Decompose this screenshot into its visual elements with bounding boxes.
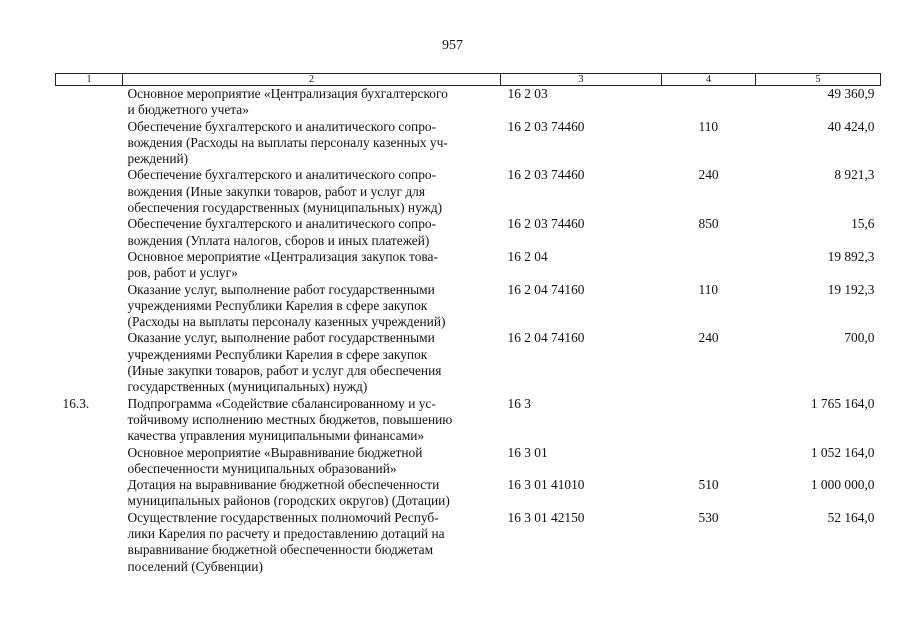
row-expense-type	[662, 249, 756, 282]
table-row	[56, 216, 881, 249]
column-header-2: 2	[123, 74, 501, 86]
table-row	[56, 249, 881, 282]
row-name: Основное мероприятие «Выравнивание бюджетной обеспеченности муниципальных образований»	[127, 444, 423, 476]
column-header-3: 3	[501, 74, 662, 86]
budget-table	[55, 73, 881, 575]
row-expense-type	[662, 86, 756, 119]
row-name: Подпрограмма «Содействие сбалансированному и ус- тойчивому исполнению местных бюджетов, повышению качества управления муниципальными финансами»	[127, 395, 453, 444]
row-code: 16 2 03 74460	[507, 167, 585, 183]
column-header-1: 1	[56, 74, 123, 86]
row-code: 16 3 01 41010	[507, 477, 585, 493]
table-header-row	[56, 74, 881, 86]
row-number	[56, 510, 123, 575]
row-code: 16 3 01 42150	[507, 509, 585, 525]
row-expense-type: 110	[698, 281, 719, 297]
row-number	[56, 86, 123, 119]
row-name: Обеспечение бухгалтерского и аналитического сопро- вождения (Иные закупки товаров, работ и услуг для обеспечения государственных (муниципальных) нужд)	[127, 167, 443, 216]
row-number	[56, 119, 123, 168]
row-code: 16 2 04 74160	[507, 281, 585, 297]
table-row	[56, 445, 881, 478]
row-code: 16 2 03	[507, 86, 548, 101]
row-expense-type: 240	[698, 330, 719, 346]
row-name: Основное мероприятие «Централизация бухгалтерского и бюджетного учета»	[127, 86, 448, 118]
table-row	[56, 396, 881, 445]
row-sum: 8 921,3	[834, 167, 875, 183]
row-expense-type	[662, 445, 756, 478]
row-number	[56, 167, 123, 216]
row-sum: 19 892,3	[827, 248, 875, 264]
table-row	[56, 119, 881, 168]
page-number: 957	[442, 38, 463, 53]
row-sum: 1 765 164,0	[810, 395, 875, 411]
row-expense-type	[662, 396, 756, 445]
row-number	[56, 216, 123, 249]
row-number	[56, 445, 123, 478]
row-sum: 40 424,0	[827, 118, 875, 134]
row-name: Дотация на выравнивание бюджетной обеспеченности муниципальных районов (городских округов) (Дотации)	[127, 477, 450, 509]
row-number	[56, 282, 123, 331]
row-number	[56, 249, 123, 282]
row-sum: 1 052 164,0	[810, 444, 875, 460]
table-row	[56, 510, 881, 575]
table-row	[56, 86, 881, 119]
column-header-4: 4	[662, 74, 756, 86]
row-sum: 1 000 000,0	[810, 477, 875, 493]
row-code: 16 2 04 74160	[507, 330, 585, 346]
row-name: Обеспечение бухгалтерского и аналитического сопро- вождения (Уплата налогов, сборов и иных платежей)	[127, 216, 437, 248]
row-sum: 700,0	[844, 330, 875, 346]
table-row	[56, 282, 881, 331]
row-code: 16 2 04	[507, 248, 548, 264]
row-name: Основное мероприятие «Централизация закупок това- ров, работ и услуг»	[127, 248, 438, 281]
row-number	[56, 330, 123, 395]
table-row	[56, 477, 881, 510]
row-expense-type: 110	[698, 118, 719, 134]
row-code: 16 3 01	[507, 444, 548, 460]
row-sum: 49 360,9	[827, 86, 875, 101]
row-sum: 52 164,0	[827, 509, 875, 525]
row-code: 16 2 03 74460	[507, 216, 585, 232]
row-expense-type: 530	[698, 509, 719, 525]
row-number: 16.3.	[62, 395, 90, 411]
row-expense-type: 850	[698, 216, 719, 232]
row-name: Оказание услуг, выполнение работ государственными учреждениями Республики Карелия в сфере закупок (Расходы на выплаты персоналу казенных учреждений)	[127, 281, 446, 330]
row-name: Осуществление государственных полномочий Респуб- лики Карелия по расчету и предоставлению дотаций на выравнивание бюджетной обеспеченности бюджетам поселений (Субвенции)	[127, 509, 445, 574]
row-expense-type: 510	[698, 477, 719, 493]
column-header-5: 5	[756, 74, 881, 86]
table-row	[56, 330, 881, 395]
row-code: 16 3	[507, 395, 531, 411]
row-name: Обеспечение бухгалтерского и аналитического сопро- вождения (Расходы на выплаты персоналу казенных уч- реждений)	[127, 118, 448, 167]
row-expense-type: 240	[698, 167, 719, 183]
row-sum: 19 192,3	[827, 281, 875, 297]
row-number	[56, 477, 123, 510]
table-row	[56, 167, 881, 216]
row-name: Оказание услуг, выполнение работ государственными учреждениями Республики Карелия в сфере закупок (Иные закупки товаров, работ и услуг для обеспечения государственных (муниципальных) нужд)	[127, 330, 442, 395]
row-code: 16 2 03 74460	[507, 118, 585, 134]
row-sum: 15,6	[851, 216, 875, 232]
